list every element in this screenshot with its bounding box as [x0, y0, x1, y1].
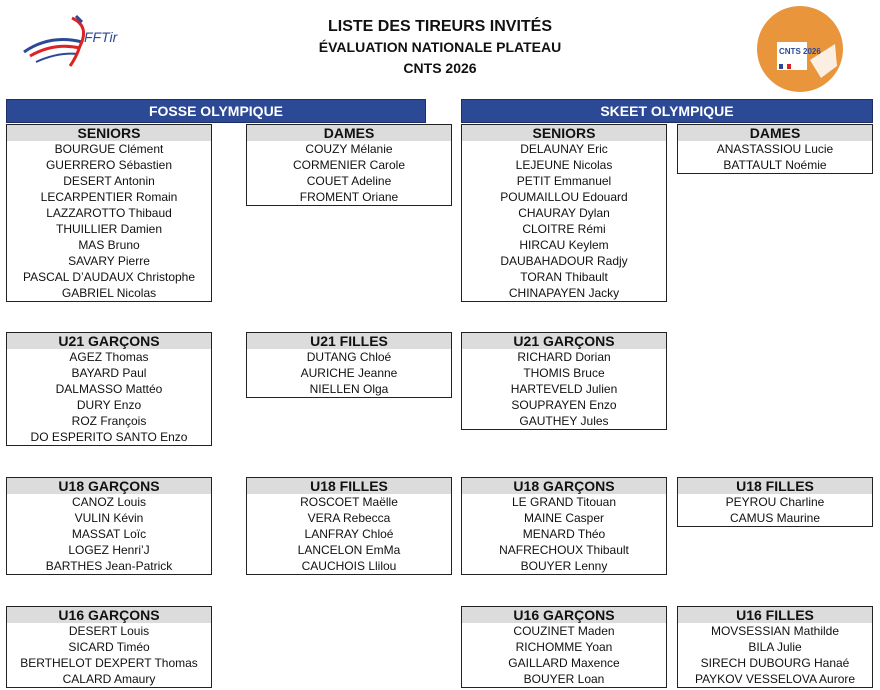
- group-title: SENIORS: [462, 125, 666, 141]
- skeet-dames-box: [677, 124, 873, 174]
- group-title: U21 FILLES: [247, 333, 451, 349]
- shooter-name: CLOITRE Rémi: [522, 222, 606, 236]
- shooter-name: SOUPRAYEN Enzo: [511, 398, 617, 412]
- name-list: [462, 141, 666, 301]
- fosse-olympique-banner: FOSSE OLYMPIQUE: [6, 99, 426, 123]
- shooter-name: LECARPENTIER Romain: [40, 190, 178, 204]
- name-list: [678, 494, 872, 526]
- shooter-name: CORMENIER Carole: [292, 158, 406, 172]
- name-list: [7, 494, 211, 574]
- name-list: [7, 141, 211, 301]
- group-title: U18 GARÇONS: [7, 478, 211, 494]
- shooter-name: DURY Enzo: [76, 398, 142, 412]
- shooter-name: POUMAILLOU Edouard: [500, 190, 628, 204]
- skeet-u18-filles-box: [677, 477, 873, 527]
- name-list: [678, 623, 872, 687]
- name-list: [462, 349, 666, 429]
- shooter-name: BILA Julie: [748, 640, 802, 654]
- skeet-seniors-box: [461, 124, 667, 302]
- shooter-name: TORAN Thibault: [520, 270, 608, 284]
- skeet-u16-filles-box: [677, 606, 873, 688]
- shooter-name: CAUCHOIS Llilou: [301, 559, 397, 573]
- shooter-name: COUZINET Maden: [513, 624, 615, 638]
- shooter-name: RICHARD Dorian: [517, 350, 611, 364]
- group-title: DAMES: [247, 125, 451, 141]
- fosse-seniors-box: [6, 124, 212, 302]
- shooter-name: RICHOMME Yoan: [515, 640, 613, 654]
- shooter-name: LOGEZ Henri’J: [68, 543, 150, 557]
- shooter-name: MOVSESSIAN Mathilde: [710, 624, 840, 638]
- shooter-name: THOMIS Bruce: [523, 366, 605, 380]
- shooter-name: VERA Rebecca: [307, 511, 391, 525]
- shooter-name: ANASTASSIOU Lucie: [716, 142, 834, 156]
- shooter-name: PETIT Emmanuel: [516, 174, 612, 188]
- fosse-u16-garcons-box: [6, 606, 212, 688]
- event-name: CNTS 2026: [403, 60, 477, 76]
- shooter-name: LANCELON EmMa: [297, 543, 401, 557]
- shooter-name: CAMUS Maurine: [729, 511, 821, 525]
- shooter-name: BOURGUE Clément: [54, 142, 164, 156]
- shooter-name: COUZY Mélanie: [305, 142, 393, 156]
- shooter-name: BOUYER Lenny: [520, 559, 608, 573]
- title-block: [230, 16, 650, 79]
- shooter-name: BATTAULT Noémie: [723, 158, 827, 172]
- shooter-name: FROMENT Oriane: [299, 190, 399, 204]
- shooter-name: CHAURAY Dylan: [518, 206, 610, 220]
- shooter-name: HIRCAU Keylem: [519, 238, 609, 252]
- fosse-u21-garcons-box: [6, 332, 212, 446]
- shooter-name: PEYROU Charline: [725, 495, 825, 509]
- shooter-name: GAUTHEY Jules: [519, 414, 609, 428]
- shooter-name: GUERRERO Sébastien: [45, 158, 173, 172]
- shooter-name: DAUBAHADOUR Radjy: [500, 254, 628, 268]
- shooter-name: COUET Adeline: [306, 174, 392, 188]
- shooter-name: SAVARY Pierre: [68, 254, 150, 268]
- shooter-name: VULIN Kévin: [74, 511, 144, 525]
- page-subtitle: ÉVALUATION NATIONALE PLATEAU: [318, 39, 562, 55]
- skeet-u18-garcons-box: [461, 477, 667, 575]
- shooter-name: SICARD Timéo: [68, 640, 150, 654]
- fosse-dames-box: [246, 124, 452, 206]
- cnts-logo: [755, 4, 845, 94]
- shooter-name: BOUYER Loan: [523, 672, 605, 686]
- shooter-name: MAS Bruno: [78, 238, 140, 252]
- shooter-name: AGEZ Thomas: [69, 350, 149, 364]
- fosse-u21-filles-box: [246, 332, 452, 398]
- shooter-name: BAYARD Paul: [71, 366, 147, 380]
- shooter-name: MAINE Casper: [523, 511, 605, 525]
- shooter-name: LAZZAROTTO Thibaud: [46, 206, 172, 220]
- shooter-name: GABRIEL Nicolas: [61, 286, 157, 300]
- shooter-name: MENARD Théo: [522, 527, 606, 541]
- group-title: U21 GARÇONS: [7, 333, 211, 349]
- name-list: [462, 623, 666, 687]
- name-list: [462, 494, 666, 574]
- shooter-name: DESERT Louis: [68, 624, 150, 638]
- group-title: DAMES: [678, 125, 872, 141]
- name-list: [247, 349, 451, 397]
- skeet-u16-garcons-box: [461, 606, 667, 688]
- name-list: [247, 141, 451, 205]
- shooter-name: CHINAPAYEN Jacky: [508, 286, 620, 300]
- shooter-name: CANOZ Louis: [71, 495, 147, 509]
- group-title: U16 GARÇONS: [462, 607, 666, 623]
- shooter-name: MASSAT Loïc: [71, 527, 147, 541]
- svg-text:FFTir: FFTir: [84, 29, 118, 45]
- shooter-name: LANFRAY Chloé: [304, 527, 394, 541]
- shooter-name: PASCAL D’AUDAUX Christophe: [22, 270, 196, 284]
- name-list: [7, 623, 211, 687]
- name-list: [678, 141, 872, 173]
- group-title: U21 GARÇONS: [462, 333, 666, 349]
- shooter-name: ROSCOET Maëlle: [300, 495, 398, 509]
- group-title: U16 GARÇONS: [7, 607, 211, 623]
- shooter-name: ROZ François: [71, 414, 147, 428]
- shooter-name: DO ESPERITO SANTO Enzo: [30, 430, 188, 444]
- page-header: [0, 0, 880, 96]
- name-list: [247, 494, 451, 574]
- shooter-name: BARTHES Jean-Patrick: [45, 559, 173, 573]
- shooter-name: LE GRAND Titouan: [511, 495, 617, 509]
- fftir-logo: [20, 12, 130, 72]
- group-title: U18 FILLES: [678, 478, 872, 494]
- shooter-name: NIELLEN Olga: [309, 382, 389, 396]
- group-title: U18 GARÇONS: [462, 478, 666, 494]
- fosse-u18-garcons-box: [6, 477, 212, 575]
- shooter-name: PAYKOV VESSELOVA Aurore: [694, 672, 856, 686]
- shooter-name: SIRECH DUBOURG Hanaé: [700, 656, 850, 670]
- shooter-name: CALARD Amaury: [62, 672, 156, 686]
- fosse-u18-filles-box: [246, 477, 452, 575]
- shooter-name: HARTEVELD Julien: [510, 382, 618, 396]
- group-title: SENIORS: [7, 125, 211, 141]
- shooter-name: DUTANG Chloé: [306, 350, 392, 364]
- shooter-name: BERTHELOT DEXPERT Thomas: [20, 656, 198, 670]
- shooter-name: DALMASSO Mattéo: [55, 382, 163, 396]
- group-title: U16 FILLES: [678, 607, 872, 623]
- skeet-olympique-banner: SKEET OLYMPIQUE: [461, 99, 873, 123]
- svg-text:CNTS 2026: CNTS 2026: [779, 47, 821, 56]
- shooter-name: AURICHE Jeanne: [300, 366, 398, 380]
- shooter-name: DELAUNAY Eric: [520, 142, 608, 156]
- shooter-name: GAILLARD Maxence: [508, 656, 620, 670]
- skeet-u21-garcons-box: [461, 332, 667, 430]
- name-list: [7, 349, 211, 445]
- shooter-name: NAFRECHOUX Thibault: [499, 543, 629, 557]
- shooter-name: DESERT Antonin: [63, 174, 155, 188]
- page-title: LISTE DES TIREURS INVITÉS: [327, 18, 553, 35]
- group-title: U18 FILLES: [247, 478, 451, 494]
- shooter-name: LEJEUNE Nicolas: [515, 158, 613, 172]
- shooter-name: THUILLIER Damien: [55, 222, 163, 236]
